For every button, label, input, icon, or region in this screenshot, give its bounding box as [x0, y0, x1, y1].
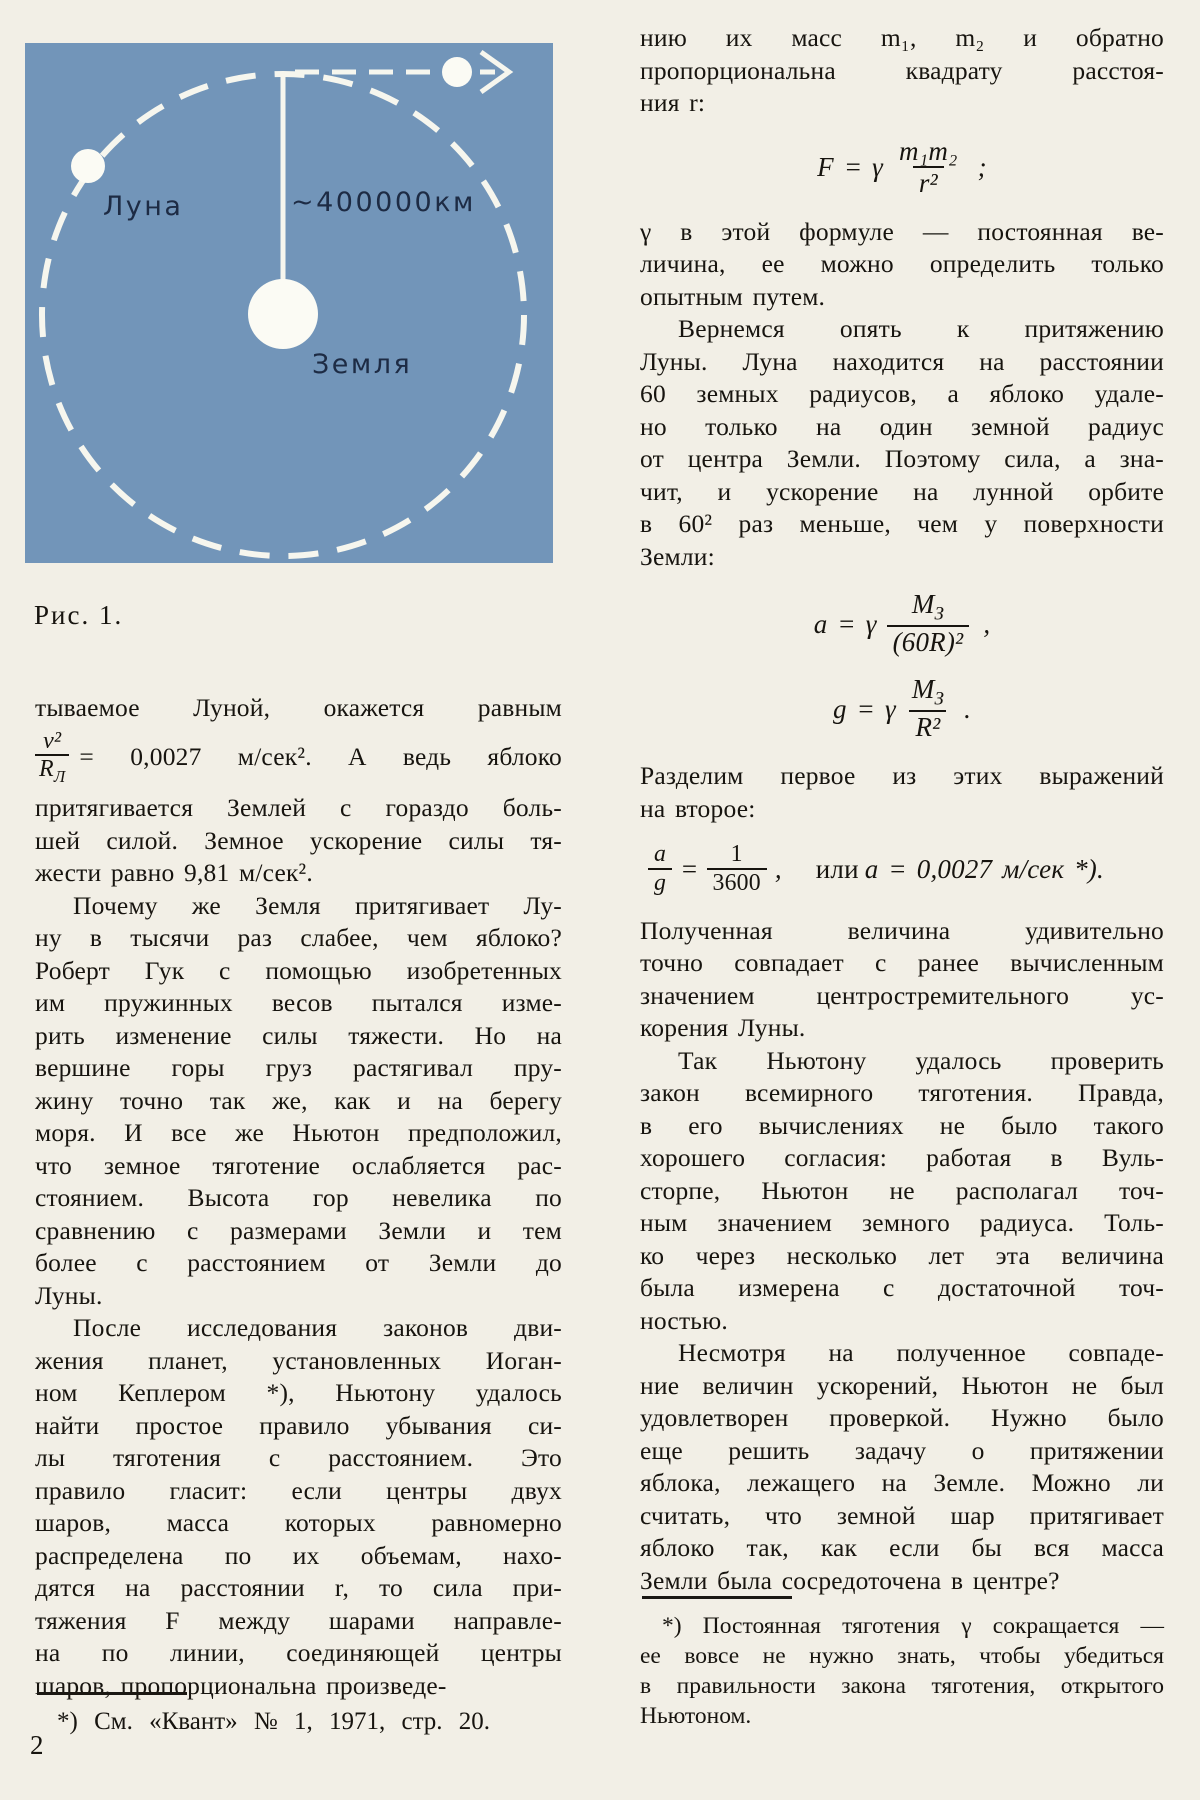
page-number: 2: [30, 1730, 44, 1760]
paragraph-line: *) Постоянная тяготения γ сокращается —: [662, 1613, 1164, 1639]
paragraph: [640, 915, 1164, 1045]
fraction-denominator: g: [648, 868, 672, 898]
paragraph-line: на второе:: [640, 793, 756, 823]
formula-word: или: [815, 854, 859, 885]
formula-lhs: F = γ: [817, 152, 884, 183]
footnote-text: [640, 1611, 1164, 1731]
paragraph-line: личина, ее можно определить только: [640, 249, 1164, 279]
paragraph-line: точно совпадает с ранее вычисленным: [640, 948, 1164, 978]
paragraph-line: более с расстоянием от Земли до: [35, 1248, 562, 1278]
fraction-denominator: (60R)²: [887, 625, 970, 658]
paragraph-line: ным значением земного радиуса. Толь-: [640, 1208, 1164, 1238]
paragraph-line: сторпе, Ньютон не располагал точ-: [640, 1175, 1164, 1205]
formula-gravity-surface: [640, 675, 1164, 743]
fraction-numerator: v²: [43, 727, 62, 754]
paragraph-line: ном Кеплером *), Ньютону удалось: [35, 1378, 562, 1408]
paragraph-line: но только на один земной радиус: [640, 411, 1164, 441]
paragraph-line: притягивается Землей с гораздо боль-: [35, 793, 562, 823]
paragraph: [35, 1312, 562, 1702]
distance-label: ~400000км: [291, 187, 476, 218]
paragraph-lines: [35, 792, 562, 890]
fraction: [893, 137, 964, 199]
paragraph-line: корения Луны.: [640, 1013, 806, 1043]
formula-result: a = 0,0027 м/сек *).: [864, 854, 1104, 885]
paragraph-line: ностью.: [640, 1305, 728, 1335]
paragraph-line: Вернемся опять к притяжению: [678, 314, 1164, 344]
paragraph-line: чит, и ускорение на лунной орбите: [640, 476, 1164, 506]
fraction-numerator: m₁m₂: [899, 135, 958, 166]
paragraph-line: тяжения F между шарами направле-: [35, 1605, 562, 1635]
denominator-subscript: Л: [53, 766, 66, 786]
figure-caption: Рис. 1.: [34, 600, 124, 630]
paragraph-line: на по линии, соединяющей центры: [35, 1638, 562, 1668]
earth-label: Земля: [312, 349, 413, 380]
footnote-text: *) См. «Квант» № 1, 1971, стр. 20.: [57, 1708, 491, 1735]
right-column: [640, 22, 1164, 1597]
paragraph-line: ния r:: [640, 88, 706, 117]
formula-gravity-law: [640, 137, 1164, 199]
fraction: [906, 675, 950, 743]
right-footnote: [640, 1596, 1164, 1731]
paragraph-line: сравнению с размерами Земли и тем: [35, 1215, 562, 1245]
paragraph-line: После исследования законов дви-: [73, 1313, 562, 1343]
formula-punctuation: ,: [983, 608, 991, 639]
formula-punctuation: ;: [977, 152, 987, 183]
fraction: [887, 590, 970, 658]
footnote-rule: [37, 1692, 187, 1695]
formula-acceleration-orbit: [640, 590, 1164, 658]
moon-circle: [71, 149, 105, 183]
paragraph: [640, 313, 1164, 573]
paragraph-line: рить изменение силы тяжести. Но на: [35, 1020, 562, 1050]
paragraph: [35, 890, 562, 1313]
figure-moon-orbit: [25, 43, 553, 563]
paragraph-line: стоянием. Высота гор невелика по: [35, 1183, 562, 1213]
fraction-numerator: [906, 590, 950, 625]
numerator-subscript: З: [934, 688, 945, 710]
paragraph-line: в правильности закона тяготения, открытого: [640, 1673, 1164, 1699]
paragraph: [640, 216, 1164, 314]
paragraph-line: правило гласит: если центры двух: [35, 1475, 562, 1505]
paragraph-line: опытным путем.: [640, 281, 826, 311]
footnote-rule: [642, 1596, 792, 1599]
equals-sign: =: [680, 854, 699, 885]
paragraph-line: γ в этой формуле — постоянная ве-: [640, 216, 1164, 246]
paragraph-line: от центра Земли. Поэтому сила, а зна-: [640, 444, 1164, 474]
paragraph-line: жину точно так же, как и на берегу: [35, 1085, 562, 1115]
paragraph-line: пропорциональна квадрату расстоя-: [640, 55, 1164, 85]
fraction-denominator: R²: [909, 710, 946, 743]
paragraph-line: нию их масс m₁, m₂ и обратно: [640, 23, 1164, 52]
paragraph-line: хорошего согласия: работая в Вуль-: [640, 1143, 1164, 1173]
earth-circle: [248, 279, 318, 349]
paragraph-line: Так Ньютону удалось проверить: [678, 1045, 1164, 1075]
formula-lhs: g = γ: [832, 693, 896, 724]
paragraph-line: шаров, масса которых равномерно: [35, 1508, 562, 1538]
paragraph-line: яблока, лежащего на Земле. Можно ли: [640, 1468, 1164, 1498]
paragraph-line: еще решить задачу о притяжении: [640, 1435, 1164, 1465]
paragraph-line: им пружинных весов пытался изме-: [35, 988, 562, 1018]
paragraph-line: Полученная величина удивительно: [640, 915, 1164, 945]
orbit-diagram: [25, 43, 553, 563]
paragraph-line: Разделим первое из этих выражений: [640, 761, 1164, 791]
left-footnote: [35, 1692, 562, 1737]
paragraph-line: лы тяготения с расстоянием. Это: [35, 1443, 562, 1473]
paragraph-line: ну в тысячи раз слабее, чем яблоко?: [35, 923, 562, 953]
fraction-numerator: [906, 675, 950, 710]
paragraph-line: жения планет, установленных Иоган-: [35, 1345, 562, 1375]
fraction: [648, 842, 672, 897]
paragraph-line: в его вычислениях не было такого: [640, 1110, 1164, 1140]
paragraph-line: жести равно 9,81 м/сек².: [35, 858, 313, 888]
formula-lhs: a = γ: [813, 608, 877, 639]
formula-punctuation: ,: [774, 854, 782, 885]
paragraph-line: тываемое Луной, окажется равным: [35, 693, 562, 722]
paragraph-line: яблоко так, как если бы вся масса: [640, 1533, 1164, 1563]
paragraph-line: Луны.: [35, 1280, 103, 1310]
fraction-numerator: 1: [730, 841, 743, 868]
paragraph: [640, 760, 1164, 825]
paragraph-line: Земли:: [640, 541, 715, 571]
numerator-base: M: [911, 589, 935, 620]
paragraph-line: Луны. Луна находится на расстоянии: [640, 346, 1164, 376]
fraction-denominator: 3600: [707, 868, 767, 898]
paragraph-line: что земное тяготение ослабляется рас-: [35, 1150, 562, 1180]
fraction: [707, 842, 767, 897]
paragraph-line: моря. И все же Ньютон предположил,: [35, 1118, 562, 1148]
paragraph: [640, 1337, 1164, 1597]
fraction-numerator: a: [654, 841, 667, 868]
formula-punctuation: .: [964, 693, 972, 724]
moon-label: Луна: [103, 191, 184, 222]
inline-formula-line: [35, 729, 562, 787]
paragraph-line: Ньютоном.: [640, 1703, 752, 1729]
paragraph-line: Земли была сосредоточена в центре?: [640, 1565, 1060, 1595]
paragraph: [640, 22, 1164, 120]
denominator-base: R: [39, 755, 54, 782]
paragraph-line: ее вовсе не нужно знать, чтобы убедиться: [640, 1643, 1164, 1669]
fraction-v2-RL: [35, 729, 69, 787]
paragraph-line: шаров, пропорциональна произведе-: [35, 1670, 447, 1700]
paragraph-line: закон всемирного тяготения. Правда,: [640, 1078, 1164, 1108]
paragraph-line: вершине горы груз растягивал пру-: [35, 1053, 562, 1083]
paragraph-line: найти простое правило убывания си-: [35, 1410, 562, 1440]
paragraph-line: 60 земных радиусов, а яблоко удале-: [640, 379, 1164, 409]
paragraph-line: шей силой. Земное ускорение силы тя-: [35, 825, 562, 855]
paragraph: [35, 692, 562, 890]
paragraph: [640, 1045, 1164, 1338]
paragraph-line: была измерена с достаточной точ-: [640, 1273, 1164, 1303]
fraction-denominator: [35, 754, 69, 786]
paragraph-line: Роберт Гук с помощью изобретенных: [35, 955, 562, 985]
moon-on-tangent-circle: [442, 57, 472, 87]
paragraph-line: значением центростремительного ус-: [640, 980, 1164, 1010]
numerator-subscript: З: [934, 603, 945, 625]
paragraph-line: Почему же Земля притягивает Лу-: [73, 890, 562, 920]
paragraph-line: = 0,0027 м/сек². А ведь яблоко: [79, 742, 562, 772]
paragraph-line: в 60² раз меньше, чем у поверхности: [640, 509, 1164, 539]
numerator-base: M: [911, 674, 935, 705]
paragraph-line: Несмотря на полученное совпаде-: [678, 1338, 1164, 1368]
paragraph-line: распределена по их объемам, нахо-: [35, 1540, 562, 1570]
formula-ratio: [640, 842, 1164, 897]
fraction-denominator: r²: [913, 166, 944, 199]
paragraph-line: удовлетворен проверкой. Нужно было: [640, 1403, 1164, 1433]
paragraph-line: дятся на расстоянии r, то сила при-: [35, 1573, 562, 1603]
paragraph-line: ние величин ускорений, Ньютон не был: [640, 1370, 1164, 1400]
left-column: [35, 692, 562, 1702]
paragraph-line: считать, что земной шар притягивает: [640, 1500, 1164, 1530]
paragraph-line: ко через несколько лет эта величина: [640, 1240, 1164, 1270]
